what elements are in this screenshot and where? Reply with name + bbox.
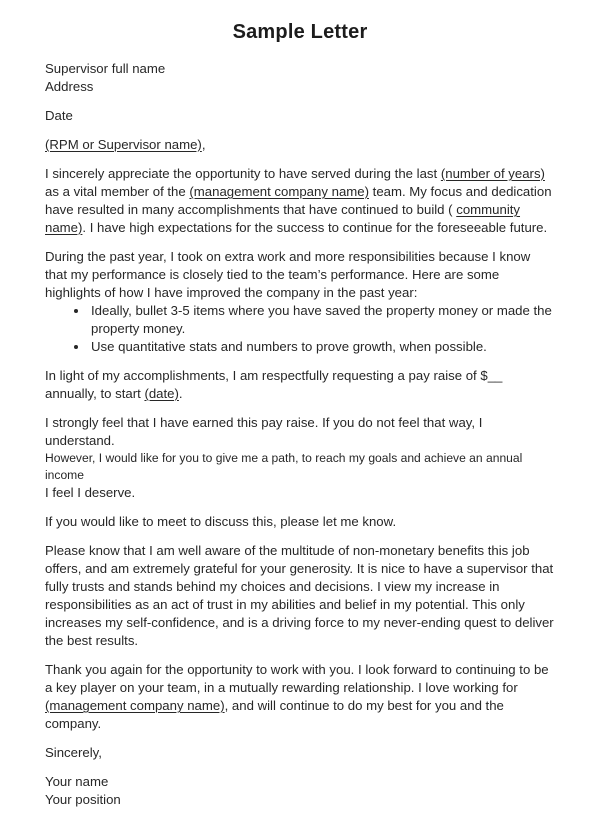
- signature-block: [45, 773, 555, 809]
- intro-text: . I have high expectations for the success to continue for the foreseeable future.: [82, 220, 548, 235]
- feelings-line-3: I feel I deserve.: [45, 485, 136, 500]
- paragraph-pay-request: [45, 367, 555, 403]
- thanks-text: Thank you again for the opportunity to work with you. I look forward to continuing to be a key player on your team, in a mutually rewarding relationship. I love working for: [45, 662, 549, 695]
- intro-text: team. My focus and dedication have resulted in many accomplishments that have continued to build (: [45, 184, 552, 217]
- date-placeholder: (date): [144, 386, 179, 401]
- number-of-years-placeholder: (number of years): [440, 166, 545, 181]
- paragraph-intro: [45, 165, 555, 237]
- paragraph-thanks: [45, 661, 555, 733]
- recipient-address: Address: [45, 79, 94, 94]
- recipient-block: [45, 60, 555, 96]
- bullet-item: • Use quantitative stats and numbers to prove growth, when possible.: [89, 338, 555, 356]
- paragraph-meeting: If you would like to meet to discuss this, please let me know.: [45, 514, 397, 529]
- page-title: Sample Letter: [232, 21, 368, 43]
- request-text: In light of my accomplishments, I am respectfully requesting a pay raise of $__ annually, to start: [45, 368, 503, 401]
- management-company-placeholder-2: (management company name): [45, 698, 225, 713]
- closing-line: Sincerely,: [45, 745, 102, 760]
- signature-position: Your position: [45, 792, 121, 807]
- highlights-lead: During the past year, I took on extra work and more responsibilities because I know that my performance is closely tied to the team’s performance. Here are some highlights of how I have improved the company in the past year:: [45, 249, 531, 300]
- date-line: Date: [45, 108, 73, 123]
- paragraph-gratitude: Please know that I am well aware of the multitude of non-monetary benefits this job offers, and am extremely grateful for your generosity. It is nice to have a supervisor that fully trusts and stands behind my choices and decisions. I view my increase in responsibilities as an act of trust in my abilities and belief in my potential. This only increases my self-confidence, and is a driving force to my never-ending quest to deliver the best results.: [45, 543, 554, 648]
- feelings-line-1: I strongly feel that I have earned this pay raise. If you do not feel that way, I understand.: [45, 415, 483, 448]
- intro-text: as a vital member of the: [45, 184, 190, 199]
- intro-text: I sincerely appreciate the opportunity to have served during the last: [45, 166, 441, 181]
- bullet-item: • Ideally, bullet 3-5 items where you have saved the property money or made the property money.: [89, 302, 555, 338]
- recipient-name: Supervisor full name: [45, 61, 166, 76]
- supervisor-name-placeholder: (RPM or Supervisor name): [45, 137, 202, 152]
- paragraph-highlights: [45, 248, 555, 356]
- signature-name: Your name: [45, 774, 109, 789]
- community-name-placeholder: community name): [45, 202, 521, 235]
- salutation-suffix: ,: [201, 137, 206, 152]
- highlights-list: [45, 302, 555, 356]
- request-text: .: [178, 386, 183, 401]
- salutation-line: [45, 136, 555, 154]
- paragraph-feelings: [45, 414, 555, 502]
- thanks-text: , and will continue to do my best for you and the company.: [45, 698, 504, 731]
- management-company-placeholder: (management company name): [189, 184, 369, 199]
- feelings-line-2: However, I would like for you to give me a path, to reach my goals and achieve an annual income: [45, 451, 523, 482]
